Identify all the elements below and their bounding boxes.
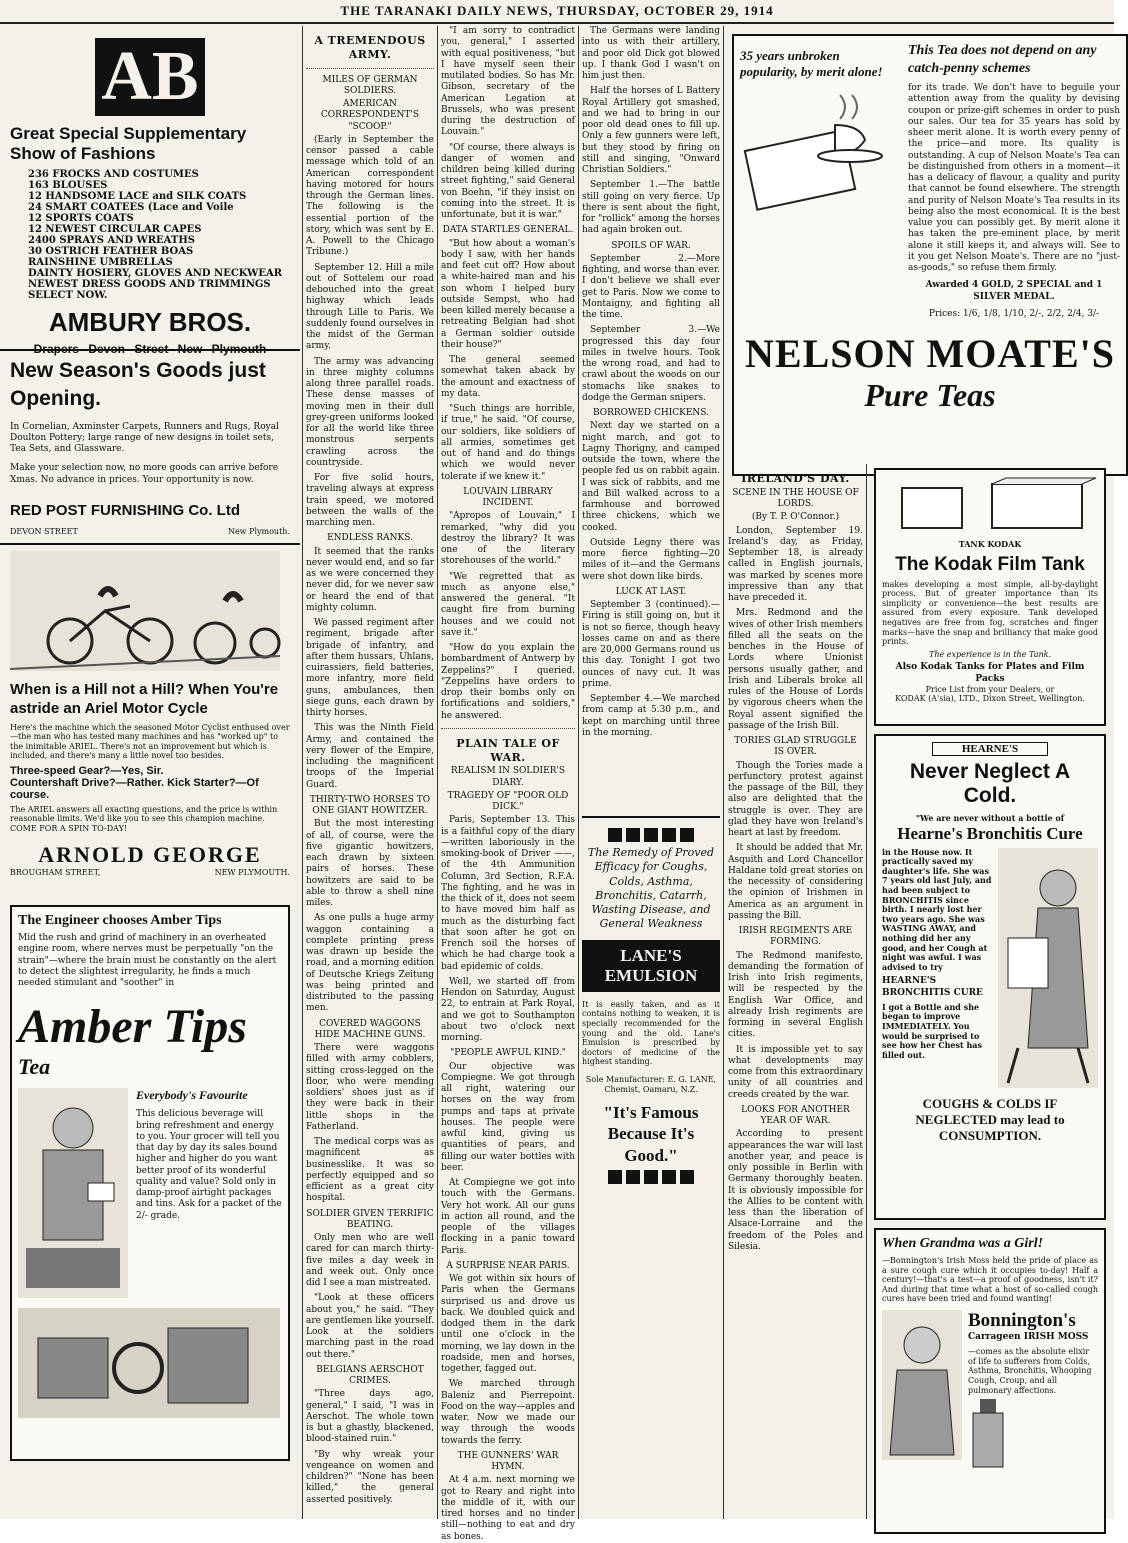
paragraph: September 3.—We progressed this day four miles in twelve hours. Took the wrong road, and had to crawl about the woods on our stomachs like snakes to dodge the German snipers.	[582, 325, 720, 403]
paragraph: Next day we started on a night march, and got to Lagny Thorigny, and camped outside the town, where the people fed us on rabbit again. I was sick of rabbits, and me and Bill walked across to a farmhouse and borrowed three chickens, which we cooked.	[582, 421, 720, 533]
amber-body: Mid the rush and grind of machinery in an overheated engine room, where nerves must be perpetually "on the strain"—where the brain must be constantly on the alert to detect the slightest irregularity, he finds a much needed stimulant and "soother" in	[18, 933, 277, 988]
list-item: 2400 SPRAYS AND WREATHS	[28, 234, 196, 246]
paragraph: But the most interesting of all, of course, were the five gigantic howitzers, each drawn by sixteen pairs of horses. These howitzers are said to be able to throw a shell nine miles.	[306, 819, 434, 908]
kodak-price-list: Price List from your Dealers, or	[925, 684, 1055, 694]
ariel-ad	[0, 543, 300, 897]
list-item: 163 BLOUSES	[28, 179, 108, 191]
red-post-address: DEVON STREET	[10, 526, 78, 536]
amber-brand: Amber Tips	[18, 1000, 247, 1054]
section-heading: A SURPRISE NEAR PARIS.	[446, 1260, 570, 1271]
paragraph: Our objective was Compiegne. We got through all right, watering our horses on the way from pumps and taps at private houses. The people were awful kind, giving us quantities of pears, and filling our water bottles with beer.	[441, 1061, 575, 1173]
section-heading: TORIES GLAD STRUGGLE IS OVER.	[734, 736, 857, 758]
paragraph: There were waggons filled with army cobblers, sitting cross-legged on the floor, who were mending soldiers' shoes just as if they were back in their little shops in the Fatherland.	[306, 1043, 434, 1132]
machinery-illustration	[18, 1308, 280, 1418]
engineer-illustration	[18, 1088, 128, 1298]
amber-side: This delicious beverage will bring refreshment and energy to you. Your grocer will tell you that day by day its sales bound higher and higher do you want better proof of its wonderful quality and value? Sold only in damp-proof airtight packages and tins. Ask for a packet of the 2/- grade.	[136, 1109, 282, 1221]
paragraph: "Apropos of Louvain," I remarked, "why did you destroy the library? It was one of the literary storehouses of the world."	[441, 511, 575, 567]
paragraph: As one pulls a huge army waggon containing a complete printing press was drawn up beside the road, and a morning edition of Deutsche Kriegs Zeitung was being printed and distributed to the passing men.	[306, 913, 434, 1014]
bonnington-headline: When Grandma was a Girl!	[882, 1236, 1044, 1251]
nelson-awards: Awarded 4 GOLD, 2 SPECIAL and 1 SILVER MEDAL.	[925, 280, 1103, 302]
article-subhead: AMERICAN CORRESPONDENT'S "SCOOP."	[320, 99, 420, 132]
amber-brand-suffix: Tea	[18, 1054, 51, 1080]
section-heading: SPOILS OF WAR.	[611, 240, 691, 251]
section-heading: LUCK AT LAST.	[615, 586, 687, 597]
paragraph: The general seemed somewhat taken aback by the amount and exactness of my data.	[441, 355, 575, 399]
ariel-street: BROUGHAM STREET,	[10, 867, 101, 877]
hearnes-product: Hearne's Bronchitis Cure	[897, 823, 1083, 843]
paragraph: "How do you explain the bombardment of Antwerp by Zeppelins?" I queried. "Zeppelins have orders to drop their bombs only on fortifications and soldiers," he answered.	[441, 643, 575, 721]
hearnes-body2: I got a Bottle and she began to improve IMMEDIATELY. You would be surprised to see how her Chest has filled out.	[882, 1001, 982, 1060]
hearnes-footer: COUGHS & COLDS IF NEGLECTED may lead to CONSUMPTION.	[915, 1095, 1065, 1143]
paragraph: "By why wreak your vengeance on women and children?" "None has been killed," the general asserted positively.	[306, 1449, 434, 1505]
nelson-brand-sub: Pure Teas	[864, 377, 996, 413]
paragraph: "But how about a woman's body I saw, with her hands and feet cut off? How about a white-haired man and his son whom I helped bury outside Sempst, who had been killed merely because a retreating Belgian had shot a German soldier outside their house?"	[441, 238, 575, 350]
kodak-also: Also Kodak Tanks for Plates and Film Packs	[895, 662, 1085, 684]
red-post-brand: RED POST FURNISHING Co. Ltd	[10, 501, 240, 519]
paragraph: September 4.—We marched from camp at 5.30 p.m., and kept on marching until three in the morning.	[582, 694, 720, 738]
paragraph: "I am sorry to contradict you, general," I asserted with equal positiveness, "but I have myself seen their mutilated bodies. So has Mr. Gibson, secretary of the American Legation at Brussels, who was present during the destruction of Louvain."	[441, 26, 575, 138]
section-heading: BORROWED CHICKENS.	[592, 408, 710, 418]
paragraph: Paris, September 13. This is a faithful copy of the diary—written laboriously in the smoking-book of Driver ——, of the 4th Ammunition Column, 3rd Section, R.F.A. The fighting, and he was in the thick of it, does not seem to have moved him half as much as the disturbing fact that soon after he got on French soil the horses of which he had charge took a bad epidemic of colds.	[441, 815, 575, 972]
film-tank-illustration	[882, 476, 1102, 536]
list-item: NEWEST DRESS GOODS AND TRIMMINGS	[28, 278, 271, 290]
ariel-brand: ARNOLD GEORGE	[38, 841, 262, 867]
article-war-diary	[441, 26, 575, 1542]
amber-headline: The Engineer chooses Amber Tips	[18, 913, 222, 928]
article-subhead: TRAGEDY OF "POOR OLD DICK."	[447, 790, 569, 812]
section-heading: LOOKS FOR ANOTHER YEAR OF WAR.	[741, 1104, 850, 1126]
article-title: PLAIN TALE OF WAR.	[456, 736, 560, 764]
section-heading: ENDLESS RANKS.	[327, 533, 413, 544]
article-subhead: MILES OF GERMAN SOLDIERS.	[322, 74, 418, 96]
list-item: 12 HANDSOME LACE and SILK COATS	[28, 190, 247, 202]
hearnes-body: in the House now. It practically saved my daughter's life. She was 7 years old last July, and had been subject to BRONCHITIS since birth. I nearly lost her two years ago. She was WASTING AWAY, and nothing did her any good, and her Cough at night was awful. I was advised to try	[882, 846, 992, 972]
ariel-town: NEW PLYMOUTH.	[214, 867, 290, 877]
hearnes-ad	[874, 734, 1106, 1220]
article-subhead: SCENE IN THE HOUSE OF LORDS.	[732, 487, 859, 509]
paragraph: Though the Tories made a perfunctory protest against the passage of the Bill, they also are delighted that the struggle is over. They are glad they have won Ireland's heart at last by freedom.	[728, 760, 863, 838]
ab-headline: Great Special Supplementary Show of Fashions	[10, 124, 247, 164]
ariel-close: The ARIEL answers all exacting questions, and the price is within reasonable limits. We'd like you to see this champion machine. COME FOR A SPIN TO-DAY!	[10, 804, 278, 834]
paragraph: Half the horses of L Battery Royal Artillery got smashed, and we had to bring in our poor old dead ones to fill up. Only a few gunners were left, but they stood by firing on still and singing, "Onward Christian Soldiers."	[582, 86, 720, 175]
list-item: SELECT NOW.	[28, 289, 108, 301]
bonnington-body: —Bonnington's Irish Moss held the pride of place as a sure cough cure which it occupies to-day! Half a century!—that's a test—a proof of goodness, isn't it? And during that time what a host of so-called cough cures have been tried and found wanting!	[882, 1256, 1098, 1304]
bonnington-ad	[874, 1228, 1106, 1534]
ab-logo: AB	[95, 38, 205, 116]
list-item: 12 NEWEST CIRCULAR CAPES	[28, 223, 202, 235]
motorcycle-illustration	[10, 551, 280, 671]
section-heading: COVERED WAGGONS HIDE MACHINE GUNS.	[314, 1018, 426, 1040]
article-subhead: REALISM IN SOLDIER'S DIARY.	[450, 766, 566, 788]
red-post-body: In Cornelian, Axminster Carpets, Runners and Rugs, Royal Doulton Pottery; large range of new designs in toilet sets, Tea Sets, and Glassware.	[10, 421, 279, 455]
left-ad-column	[0, 26, 300, 1519]
section-heading: THE GUNNERS' WAR HYMN.	[457, 1450, 559, 1472]
article-irelands-day	[728, 464, 863, 1519]
article-title: A TREMENDOUS ARMY.	[314, 34, 426, 61]
column-four	[582, 26, 720, 1519]
paragraph: We marched through Baleniz and Pierrepoint. Food on the way—apples and water. Now we made our way through the woods towards the ferry.	[441, 1379, 575, 1446]
list-item: 236 FROCKS AND COSTUMES	[28, 168, 199, 180]
article-war-diary-cont	[582, 26, 720, 739]
lanes-emulsion-ad	[582, 816, 720, 1188]
section-heading: LOUVAIN LIBRARY INCIDENT.	[463, 486, 553, 508]
paragraph: The army was advancing in three mighty columns along three parallel roads. These dense masses of moving men in their dull grey-green uniforms looked for all the world like three monstrous serpents crawling across the countryside.	[306, 356, 434, 468]
ariel-q2: Countershaft Drive?—Rather. Kick Starter?—Of course.	[10, 776, 259, 801]
right-ad-column	[870, 464, 1110, 1519]
ariel-body: Here's the machine which the seasoned Motor Cyclist enthused over—the man who has tested many machines and has "worked up" to the inimitable ARIEL. There's not an improvement but which is included, and there's many a little novel too besides.	[10, 722, 290, 761]
lanes-body: It is easily taken, and as it contains nothing to weaken, it is specially recommended for the young and the old. Lane's Emulsion is prescribed by doctors of medicine of the highest standing.	[582, 999, 720, 1067]
paragraph: September 2.—More fighting, and worse than ever. I don't believe we shall ever get to Paris. Now we come to Montaigny, and fighting all the time.	[582, 253, 720, 320]
paragraph: At 4 a.m. next morning we got to Reary and right into the middle of it, with our tired horses and no tinder still—nothing to eat and dry as bones.	[441, 1475, 575, 1542]
nelson-badge: 35 years unbroken popularity, by merit alone!	[740, 48, 883, 79]
paragraph: At Compiegne we got into touch with the Germans. Very hot work. All our guns in action all round, and the people of the villages flocking in a panic toward Paris.	[441, 1178, 575, 1256]
paragraph: We got within six hours of Paris when the Germans surprised us and drove us back. We doubled quick and dodged them in the dark until one o'clock in the morning, we lay down in the roadside, men and horses, together, fagged out.	[441, 1274, 575, 1374]
hearnes-product2: HEARNE'S BRONCHITIS CURE	[882, 976, 983, 998]
kodak-ad	[874, 468, 1106, 726]
ariel-q1: Three-speed Gear?—Yes, Sir.	[10, 764, 164, 777]
masthead: THE TARANAKI DAILY NEWS, THURSDAY, OCTOBER 29, 1914	[0, 0, 1114, 24]
nelson-prices: Prices: 1/6, 1/8, 1/10, 2/-, 2/2, 2/4, 3/-	[928, 308, 1100, 319]
ab-items-list	[28, 169, 290, 301]
red-post-town: New Plymouth.	[227, 526, 290, 536]
paragraph: This was the Ninth Field Army, and contained the very flower of the Empire, including the magnificent troops of the Imperial Guard.	[306, 723, 434, 790]
kodak-tank-label: TANK KODAK	[958, 539, 1022, 549]
paragraph: "Of course, there always is danger of women and children being killed during street fighting," said General von Boehn, "if they insist on coming into the street. It is unfortunate, but it is war."	[441, 142, 575, 220]
lanes-brand: LANE'S EMULSION	[582, 940, 720, 992]
red-post-ad	[0, 349, 300, 543]
paragraph: For five solid hours, traveling always at express train speed, we motored between the walls of the marching men.	[306, 473, 434, 528]
article-title: IRELAND'S DAY.	[741, 472, 850, 485]
red-post-note: Make your selection now, no more goods can arrive before Xmas. No advance in prices. Your opportunity is now.	[10, 463, 279, 485]
nelson-moates-ad	[732, 34, 1128, 476]
nelson-brand: NELSON MOATE'S	[745, 331, 1115, 376]
ambury-brand: AMBURY BROS.	[48, 306, 252, 337]
paragraph: London, September 19. Ireland's day, as Friday, September 18, is already called in English journals, was marked by scenes more impressive than any that have preceded it.	[728, 525, 863, 603]
grandma-illustration	[882, 1310, 962, 1460]
lanes-tagline: The Remedy of Proved Efficacy for Coughs, Colds, Asthma, Bronchitis, Catarrh, Wasting Disease, and General Weakness	[587, 846, 715, 931]
bonnington-sub: —comes as the absolute elixir of life to sufferers from Colds, Asthma, Bronchitis, Whooping Cough, Croup, and all pulmonary affections.	[968, 1347, 1092, 1395]
bonnington-product: Carrageen IRISH MOSS	[968, 1331, 1089, 1342]
paragraph: September 3 (continued).—Firing is still going on, but it is not so fierce, though heavy losses came on and as there are 20,000 Germans round us this day. Tonight I got two ounces of navy cut. It was prime.	[582, 600, 720, 689]
hearnes-brand-top: HEARNE'S	[932, 742, 1048, 756]
paragraph: We passed regiment after regiment, brigade after brigade of infantry, and after them hussars, Uhlans, cuirassiers, field batteries, more infantry, more field guns, ambulances, then siege guns, each drawn by thirty horses.	[306, 618, 434, 718]
paragraph: Outside Legny there was more fierce fighting—20 miles of it—and the Germans were shot down like birds.	[582, 537, 720, 582]
paragraph: September 12. Hill a mile out of Sottelem our road debouched into the great highway which leads through Lille to Paris. We suddenly found ourselves in the midst of the German army.	[306, 262, 434, 352]
hearnes-headline: Never Neglect A Cold.	[909, 760, 1071, 807]
list-item: DAINTY HOSIERY, GLOVES AND NECKWEAR	[28, 267, 283, 279]
bonnington-brand: Bonnington's	[968, 1309, 1076, 1331]
red-post-headline: New Season's Goods just Opening.	[10, 359, 266, 411]
section-heading: SOLDIER GIVEN TERRIFIC BEATING.	[306, 1208, 434, 1230]
hearnes-sub: "We are never without a bottle of	[915, 813, 1065, 823]
figure-illustration	[998, 848, 1098, 1088]
ariel-headline: When is a Hill not a Hill? When You're astride an Ariel Motor Cycle	[10, 681, 279, 717]
kodak-experience: The experience is in the Tank.	[928, 649, 1052, 659]
paragraph: September 1.—The battle still going on very fierce. Up there is sent about the fight, for "rollick" among the horses had again broken out.	[582, 180, 720, 236]
paragraph: Only men who are well cared for can march thirty-five miles a day week in and week out. Only once did I see a man mistreated.	[306, 1233, 434, 1288]
ambury-tagline: Drapers Devon Street New Plymouth	[33, 341, 267, 356]
paragraph: It should be added that Mr. Asquith and Lord Chancellor Haldane told great stories on the necessity of considering the opinion of Irishmen in America as an argument in passing the Bill.	[728, 843, 863, 921]
amber-tagline: Everybody's Favourite	[136, 1088, 248, 1103]
paragraph: (Early in September the censor passed a cable message which told of an American correspondent having motored for hours through the German lines. The following is the essential portion of the story, which was sent by E. A. Powell to the Chicago Tribune.)	[306, 134, 434, 258]
paragraph: "Such things are horrible, if true," he said. "Of course, our soldiers, like soldiers of all armies, sometimes get out of hand and do things which we would never tolerate if we knew it."	[441, 404, 575, 482]
paragraph: Mrs. Redmond and the wives of other Irish members filled all the seats on the benches in the House of Lords where Unionist persons usually gather, and Irish and Liberals broke all rules of the House of Lords by vigorous cheers when the Royal assent signified the passage of the Irish Bill.	[728, 608, 863, 731]
paragraph: According to present appearances the war will last another year, and peace is only possible in Berlin with Germany thoroughly beaten. It is obviously impossible for the Allies to be content with less than the liberation of Alsace-Lorraine and the freedom of the Poles and Silesia.	[728, 1129, 863, 1252]
list-item: 30 OSTRICH FEATHER BOAS	[28, 245, 194, 257]
section-heading: "PEOPLE AWFUL KIND."	[450, 1048, 566, 1059]
paragraph: It is impossible yet to say what developments may come from this extraordinary unity of all countries and creeds created by the war.	[728, 1044, 863, 1100]
section-heading: DATA STARTLES GENERAL.	[442, 225, 574, 236]
section-heading: IRISH REGIMENTS ARE FORMING.	[738, 926, 853, 948]
list-item: RAINSHINE UMBRELLAS	[28, 256, 173, 268]
list-item: 24 SMART COATEES (Lace and Voile	[28, 201, 234, 213]
list-item: 12 SPORTS COATS	[28, 212, 134, 224]
paragraph: The medical corps was as magnificent as businesslike. It was so perfectly equipped and so efficient as a great city hospital.	[306, 1137, 434, 1204]
amber-tips-ad	[10, 905, 290, 1461]
ambury-ad	[0, 26, 300, 356]
bottle-illustration	[968, 1399, 1008, 1469]
paragraph: "We regretted that as much as anyone else," answered the general. "It caught fire from burning houses and we could not save it."	[441, 571, 575, 638]
lanes-slogan: "It's Famous Because It's Good."	[603, 1103, 699, 1165]
paragraph: It seemed that the ranks never would end, and so far as we were concerned they never did, for we never saw or heard the end of that mighty column.	[306, 546, 434, 613]
paragraph: "Three days ago, general," I said, "I was in Aerschot. The whole town is but a ghastly, blackened, blood-stained ruin."	[306, 1389, 434, 1445]
paragraph: "Look at these officers about you," he said. "They are gentlemen like yourself. Look at the soldiers marching past in the road out there."	[306, 1293, 434, 1360]
nelson-body: for its trade. We don't have to beguile your attention away from the quality by devising coupon or prize-gift schemes in order to push our sales. Our tea for 35 years has sold by sheer merit alone. It is worth every penny of the price—and more. Its quality is outstanding. A cup of Nelson Moate's Tea can be distinguished from others in a moment—it has a delicacy of flavour, a quality and purity that cannot be found elsewhere. The strength and purity of Nelson Moate's Tea results in its being also the most economical. It is the best value you can possibly get. By merit alone it has taken the pre-eminent place, by merit alone it still keeps it, and always will. See to it you get Nelson Moate's. There are no "just-as-goods," so refuse them firmly.	[908, 83, 1120, 273]
nelson-headline: This Tea does not depend on any catch-penny schemes	[908, 43, 1097, 76]
section-heading: THIRTY-TWO HORSES TO ONE GIANT HOWITZER.	[309, 794, 431, 816]
lanes-manufacturer: Sole Manufacturer: E. G. LANE, Chemist, Oamaru, N.Z.	[585, 1074, 717, 1094]
tea-cup-illustration	[740, 90, 890, 220]
kodak-address: KODAK (A'sia), LTD., Dixon Street, Wellington.	[895, 694, 1085, 704]
kodak-body: makes developing a most simple, all-by-daylight process. But of greater importance than its simplicity or convenience—the best results are assured from every exposure. Tank developed negatives are free from fog, scratches and finger marks—have the snap and brilliancy that make good prints.	[882, 579, 1098, 647]
kodak-headline: The Kodak Film Tank	[895, 553, 1085, 575]
paragraph: The Germans were landing into us with their artillery, and poor old Dick got blowed up. I thank God I wasn't on him just then.	[582, 26, 720, 81]
paragraph: Well, we started off from Hendon on Saturday, August 22, to entrain at Park Royal, and we got to Southampton about two o'clock next morning.	[441, 976, 575, 1043]
section-heading: BELGIANS AERSCHOT CRIMES.	[316, 1364, 424, 1386]
paragraph: The Redmond manifesto, demanding the formation of Irish into Irish regiments, will be respected by the English War Office, and already Irish regiments are forming in several English cities.	[728, 950, 863, 1040]
article-tremendous-army	[306, 26, 434, 1519]
article-byline: (By T. P. O'Connor.)	[751, 512, 840, 523]
